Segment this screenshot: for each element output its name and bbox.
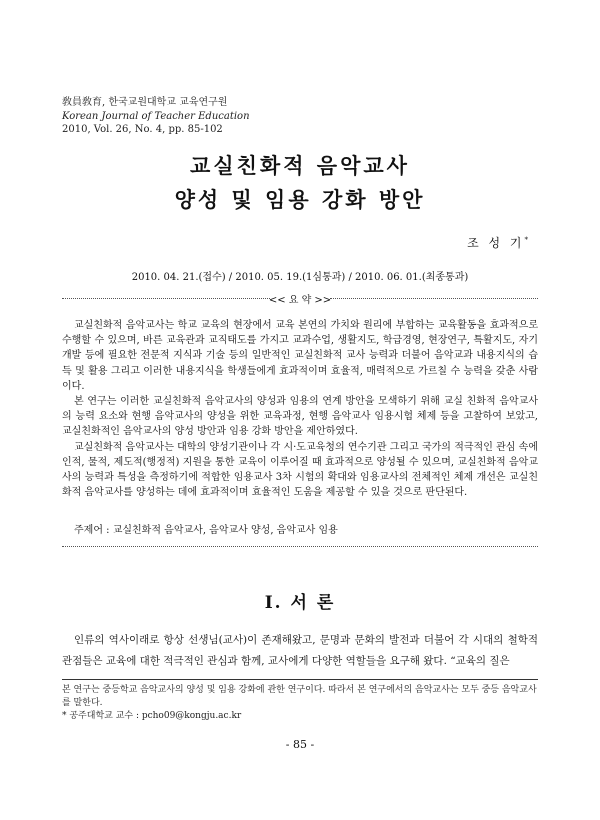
paper-title-line1: 교실친화적 음악교사	[190, 153, 410, 178]
journal-name-en: Korean Journal of Teacher Education	[62, 110, 250, 122]
body-paragraph: 인류의 역사이래로 항상 선생님(교사)이 존재해왔고, 문명과 문화의 발전과 더불어 각 시대의 철학적 관점들은 교육에 대한 적극적인 관심과 함께, 교사에게 다양한 역할들을 요구해 왔다. “교육의 질은	[62, 634, 538, 667]
author-footnote-mark: *	[524, 236, 528, 244]
footnote-1: 본 연구는 중등학교 음악교사의 양성 및 임용 강화에 관한 연구이다. 따라서 본 연구에서의 음악교사는 모두 중등 음악교사를 말한다.	[62, 685, 537, 708]
journal-info	[62, 96, 250, 137]
footnotes	[62, 684, 538, 723]
abstract-paragraph-1: 교실친화적 음악교사는 학교 교육의 현장에서 교육 본연의 가치와 원리에 부합하는 교육활동을 효과적으로 수행할 수 있으며, 바른 교육관과 교직태도를 가지고 교과수업, 생활지도, 학급경영, 현장연구, 특활지도, 자기개발 등에 필요한 전문적 지식과 기술 등의 일반적인 교실친화적 교사 능력과 더불어 음악교과 내용지식의 습득 및 활용 그리고 이러한 내용지식을 학생들에게 효과적이며 효율적, 매력적으로 가르칠 수 능력을 갖춘 사람이다.	[62, 320, 538, 392]
section-heading-introduction: Ⅰ. 서 론	[264, 593, 336, 613]
abstract-paragraph-2: 본 연구는 이러한 교실친화적 음악교사의 양성과 임용의 연계 방안을 모색하기 위해 교실 친화적 음악교사의 능력 요소와 현행 음악교사의 양성을 위한 교육과정, 현행 음악교사 임용시험 체제 등을 고찰하여 보았고, 교실친화적인 음악교사의 양성 방안과 임용 강화 방안을 제안하였다.	[62, 396, 538, 438]
abstract-end-rule	[62, 546, 538, 547]
paper-title-line2: 양성 및 임용 강화 방안	[174, 187, 426, 212]
abstract	[62, 318, 538, 500]
author-name: 조 성 기	[467, 236, 525, 250]
abstract-paragraph-3: 교실친화적 음악교사는 대학의 양성기관이나 각 시·도교육청의 연수기관 그리고 국가의 적극적인 관심 속에 인적, 물적, 제도적(행정적) 지원을 통한 교육이 이루어질 때 효과적으로 양성될 수 있으며, 교실친화적 음악교사의 능력과 특성을 측정하기에 적합한 임용교사 3차 시험의 확대와 임용교사의 전체적인 체제 개선은 교실친화적 음악교사를 양성하는 데에 효과적이며 효율적인 도움을 제공할 수 있을 것으로 판단된다.	[62, 441, 538, 499]
page-number: - 85 -	[285, 738, 315, 751]
keywords: 주제어 : 교실친화적 음악교사, 음악교사 양성, 음악교사 임용	[74, 525, 338, 536]
body-text	[62, 630, 538, 672]
abstract-heading-label: << 요 약 >>	[268, 295, 332, 306]
footnote-2: * 공주대학교 교수 : pcho09@kongju.ac.kr	[62, 711, 242, 721]
submission-dates: 2010. 04. 21.(접수) / 2010. 05. 19.(1심통과) / 2010. 06. 01.(최종통과)	[131, 272, 469, 283]
abstract-heading	[62, 291, 538, 305]
journal-volume: 2010, Vol. 26, No. 4, pp. 85-102	[62, 124, 223, 135]
author	[467, 234, 528, 251]
journal-name-ko: 敎員敎育, 한국교원대학교 교육연구원	[62, 97, 228, 108]
footnote-rule	[62, 679, 538, 680]
